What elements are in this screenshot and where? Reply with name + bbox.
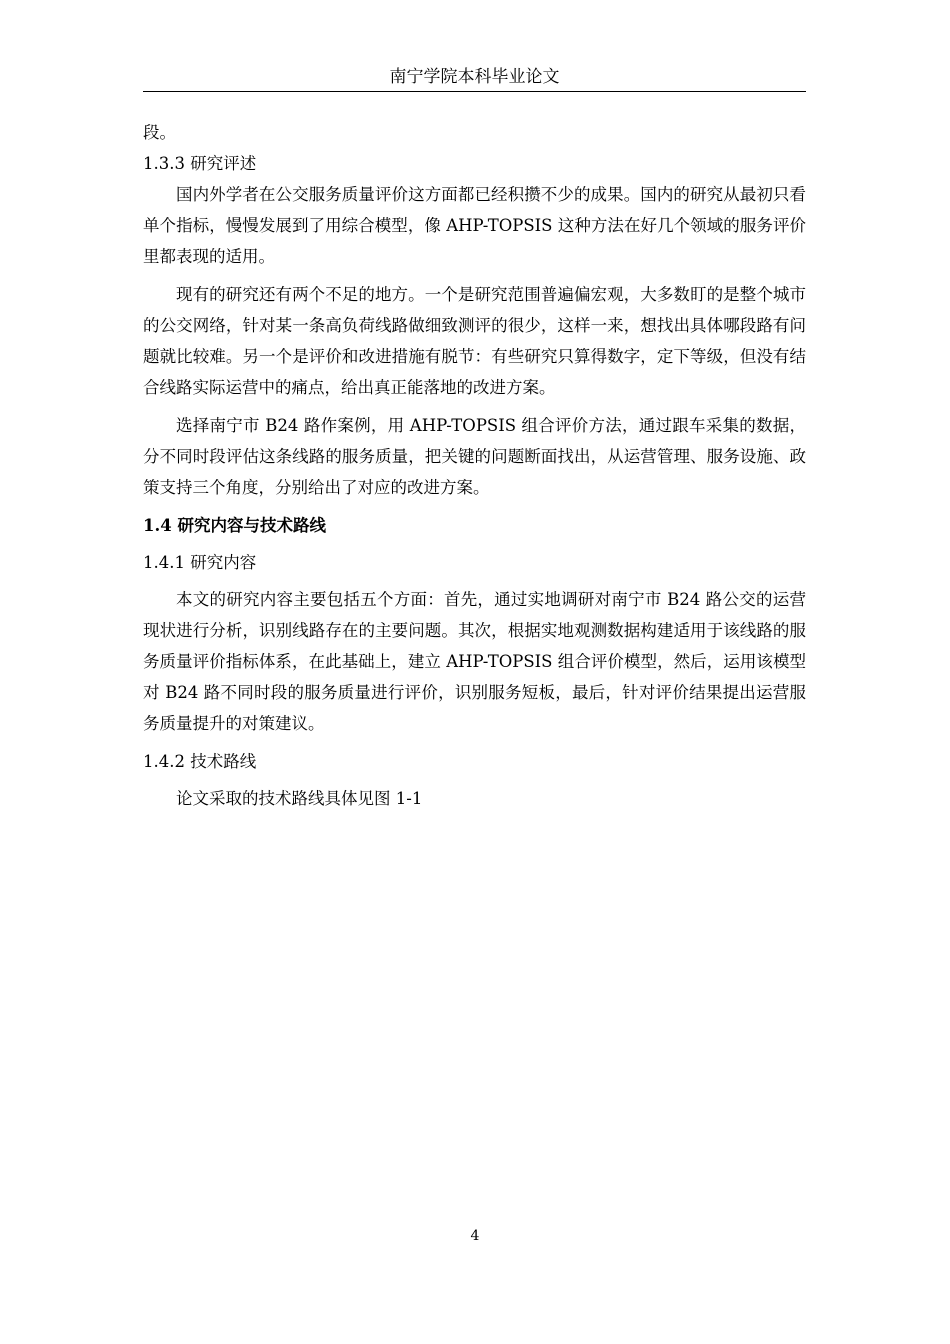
paragraph-review-3: 选择南宁市 B24 路作案例，用 AHP-TOPSIS 组合评价方法，通过跟车采集的数据，分不同时段评估这条线路的服务质量，把关键的问题断面找出，从运营管理、服务设施、政策支持三个角度，分别给出了对应的改进方案。 xyxy=(143,416,806,497)
section-heading-1-4-2: 1.4.2 技术路线 xyxy=(143,752,257,771)
paragraph-technical-route: 论文采取的技术路线具体见图 1-1 xyxy=(176,789,423,808)
paragraph-research-content: 本文的研究内容主要包括五个方面：首先，通过实地调研对南宁市 B24 路公交的运营现状进行分析，识别线路存在的主要问题。其次，根据实地观测数据构建适用于该线路的服务质量评价指标体系，在此基础上，建立 AHP-TOPSIS 组合评价模型，然后，运用该模型对 B24 路不同时段的服务质量进行评价，识别服务短板，最后，针对评价结果提出运营服务质量提升的对策建议。 xyxy=(143,590,806,733)
running-header: 南宁学院本科毕业论文 xyxy=(389,67,560,87)
paragraph-continuation: 段。 xyxy=(143,123,176,142)
header-rule xyxy=(143,91,806,92)
section-heading-1-4: 1.4 研究内容与技术路线 xyxy=(143,516,326,535)
paragraph-review-1: 国内外学者在公交服务质量评价这方面都已经积攒不少的成果。国内的研究从最初只看单个指标，慢慢发展到了用综合模型，像 AHP-TOPSIS 这种方法在好几个领域的服务评价里都表现的适用。 xyxy=(143,185,806,266)
page-number: 4 xyxy=(470,1228,480,1244)
section-heading-1-3-3: 1.3.3 研究评述 xyxy=(143,154,257,173)
section-heading-1-4-1: 1.4.1 研究内容 xyxy=(143,553,257,572)
paragraph-review-2: 现有的研究还有两个不足的地方。一个是研究范围普遍偏宏观，大多数盯的是整个城市的公交网络，针对某一条高负荷线路做细致测评的很少，这样一来，想找出具体哪段路有问题就比较难。另一个是评价和改进措施有脱节：有些研究只算得数字，定下等级，但没有结合线路实际运营中的痛点，给出真正能落地的改进方案。 xyxy=(143,285,806,397)
body-text xyxy=(143,117,806,821)
